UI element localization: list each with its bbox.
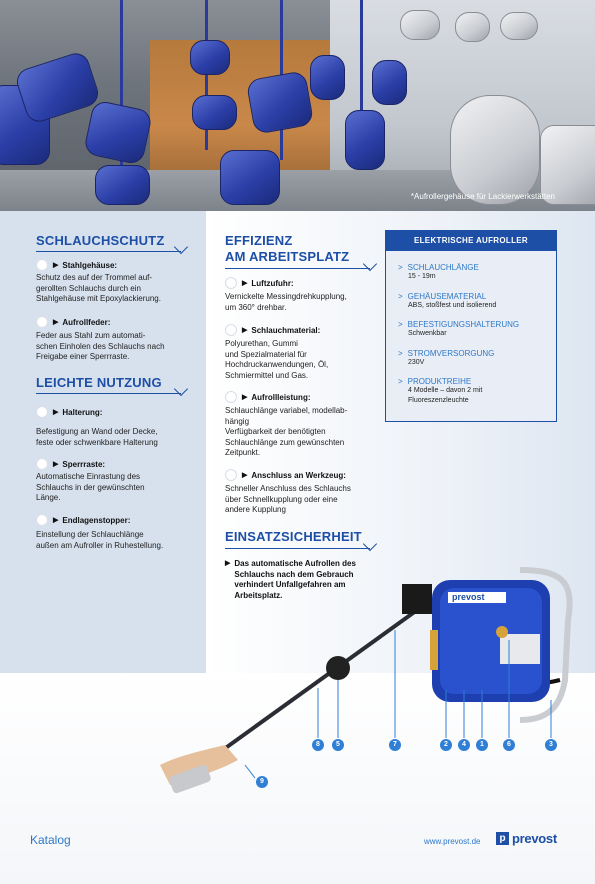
callout-line	[245, 765, 255, 778]
reel-shell	[500, 12, 538, 40]
spec-value: Schwenkbar	[408, 330, 447, 337]
item-title-5	[36, 514, 130, 526]
item-number: 5	[36, 514, 48, 526]
logo-mark: p	[496, 832, 509, 845]
item-title-8	[225, 391, 311, 403]
triangle-bullet-icon: ▶	[242, 394, 248, 401]
item-title-9	[225, 469, 346, 481]
reel-shell	[372, 60, 407, 105]
footer-url: www.prevost.de	[424, 837, 481, 846]
reel-shell	[83, 99, 153, 165]
section-title-schlauchschutz: SCHLAUCHSCHUTZ	[36, 233, 165, 248]
item-text-9: Schneller Anschluss des Schlauchs über Schnellkupplung oder eine andere Kupplung	[225, 484, 351, 514]
spec-row	[398, 292, 496, 311]
end-stop	[430, 630, 438, 670]
item-title-text: Sperrraste:	[62, 459, 106, 469]
item-number: 2	[36, 316, 48, 328]
safety-text: Das automatische Aufrollen des Schlauchs nach dem Gebrauch verhindert Unfallgefahren am Arbeitsplatz.	[234, 559, 356, 600]
item-title-7	[225, 324, 320, 336]
item-number: 7	[225, 324, 237, 336]
spec-box	[385, 230, 557, 422]
spec-key: STROMVERSORGUNG	[407, 349, 495, 358]
item-number: 8	[225, 391, 237, 403]
spec-value: 4 Modelle – davon 2 mit Fluoreszenzleuchte	[408, 387, 483, 404]
callout-5: 5	[332, 739, 344, 751]
callout-7: 7	[389, 739, 401, 751]
triangle-bullet-icon: ▶	[242, 280, 248, 287]
spec-key: SCHLAUCHLÄNGE	[407, 263, 479, 272]
item-text-5: Einstellung der Schlauchlänge außen am Aufroller in Ruhestellung.	[36, 530, 164, 550]
spec-row	[398, 320, 519, 339]
item-number: 4	[36, 458, 48, 470]
item-title-4	[36, 458, 105, 470]
reel-shell	[192, 95, 237, 130]
item-title-2	[36, 316, 110, 328]
callout-3: 3	[545, 739, 557, 751]
spec-row	[398, 263, 479, 282]
section-underline	[36, 251, 181, 252]
section-title-einsatzsicherheit: EINSATZSICHERHEIT	[225, 529, 362, 544]
section-underline	[225, 268, 370, 269]
spec-row	[398, 349, 494, 368]
section-title-leichte-nutzung: LEICHTE NUTZUNG	[36, 375, 162, 390]
footer-catalog-label: Katalog	[30, 833, 71, 847]
reel-shell	[455, 12, 490, 42]
product-illustration	[0, 560, 595, 810]
item-text-4: Automatische Einrastung des Schlauchs in der gewünschten Länge.	[36, 472, 145, 502]
item-title-text: Endlagenstopper:	[62, 515, 131, 525]
item-title-6	[225, 277, 294, 289]
reel-shell	[345, 110, 385, 170]
triangle-bullet-icon: ▶	[53, 319, 59, 326]
prevost-logo	[496, 831, 557, 846]
reel-shell	[310, 55, 345, 100]
section-underline	[225, 548, 370, 549]
spec-value: 230V	[408, 359, 425, 366]
triangle-bullet-icon: ▶	[242, 327, 248, 334]
section-title-effizienz: EFFIZIENZ	[225, 233, 293, 248]
spec-row	[398, 377, 482, 405]
spec-key: BEFESTIGUNGSHALTERUNG	[407, 320, 520, 329]
chevron-right-icon: >	[398, 263, 403, 272]
reel-shell	[246, 70, 315, 135]
reel-shell	[450, 95, 540, 205]
item-text-7: Polyurethan, Gummi und Spezialmaterial für Hochdruckanwendungen, Öl, Schmiermittel und Gas.	[225, 339, 329, 380]
triangle-bullet-icon: ▶	[53, 461, 59, 468]
reel-mount	[402, 584, 432, 614]
reel-brand-text: prevost	[452, 592, 485, 602]
chevron-right-icon: >	[398, 377, 403, 386]
spec-key: GEHÄUSEMATERIAL	[407, 292, 487, 301]
reel-shell	[400, 10, 440, 40]
item-text-6: Vernickelte Messingdrehkupplung, um 360° drehbar.	[225, 292, 347, 312]
item-title-text: Schlauchmaterial:	[251, 325, 321, 335]
swivel-fitting	[496, 626, 508, 638]
item-title-text: Aufrollleistung:	[251, 392, 311, 402]
spec-value: ABS, stoßfest und isolierend	[408, 302, 497, 309]
item-title-text: Luftzufuhr:	[251, 278, 294, 288]
item-title-1	[36, 259, 117, 271]
logo-wordmark: prevost	[512, 831, 557, 846]
hero-photo	[0, 0, 595, 211]
item-title-text: Anschluss an Werkzeug:	[251, 470, 346, 480]
item-text-8: Schlauchlänge variabel, modellab- hängig Verfügbarkeit der benötigten Schlauchlänge zum gewünschten Zeitpunkt.	[225, 406, 348, 457]
callout-1: 1	[476, 739, 488, 751]
item-title-text: Halterung:	[62, 407, 103, 417]
reel-shell	[220, 150, 280, 205]
triangle-bullet-icon: ▶	[53, 262, 59, 269]
item-title-text: Aufrollfeder:	[62, 317, 111, 327]
callout-9: 9	[256, 776, 268, 788]
reel-label	[500, 634, 540, 664]
nozzle-wand	[195, 608, 420, 770]
callout-4: 4	[458, 739, 470, 751]
triangle-bullet-icon: ▶	[242, 472, 248, 479]
triangle-bullet-icon: ▶	[225, 560, 231, 567]
item-number: 6	[225, 277, 237, 289]
item-title-text: Stahlgehäuse:	[62, 260, 118, 270]
reel-shell	[95, 165, 150, 205]
item-text-1: Schutz des auf der Trommel auf- gerollten Schlauchs durch ein Stahlgehäuse mit Epoxylackierung.	[36, 273, 161, 303]
chevron-right-icon: >	[398, 320, 403, 329]
callout-2: 2	[440, 739, 452, 751]
reel-shell	[13, 50, 101, 125]
callout-6: 6	[503, 739, 515, 751]
spec-value: 15 - 19m	[408, 273, 436, 280]
hero-caption: *Aufrollergehäuse für Lackierwerkstätten	[410, 192, 555, 201]
callout-8: 8	[312, 739, 324, 751]
nozzle-ball	[326, 656, 350, 680]
triangle-bullet-icon: ▶	[53, 517, 59, 524]
item-title-3	[36, 406, 102, 418]
chevron-right-icon: >	[398, 349, 403, 358]
section-underline	[36, 393, 181, 394]
spec-key: PRODUKTREIHE	[407, 377, 472, 386]
chevron-right-icon: >	[398, 292, 403, 301]
section-title-arbeitsplatz: AM ARBEITSPLATZ	[225, 249, 350, 264]
reel-shell	[190, 40, 230, 75]
item-number: 3	[36, 406, 48, 418]
item-number: 1	[36, 259, 48, 271]
item-text-3: Befestigung an Wand oder Decke, feste oder schwenkbare Halterung	[36, 427, 158, 447]
item-number: 9	[225, 469, 237, 481]
item-text-2: Feder aus Stahl zum automati- schen Einholen des Schlauchs nach Freigabe einer Sperrraste.	[36, 331, 165, 361]
triangle-bullet-icon: ▶	[53, 409, 59, 416]
spec-box-header: ELEKTRISCHE AUFROLLER	[386, 231, 556, 251]
